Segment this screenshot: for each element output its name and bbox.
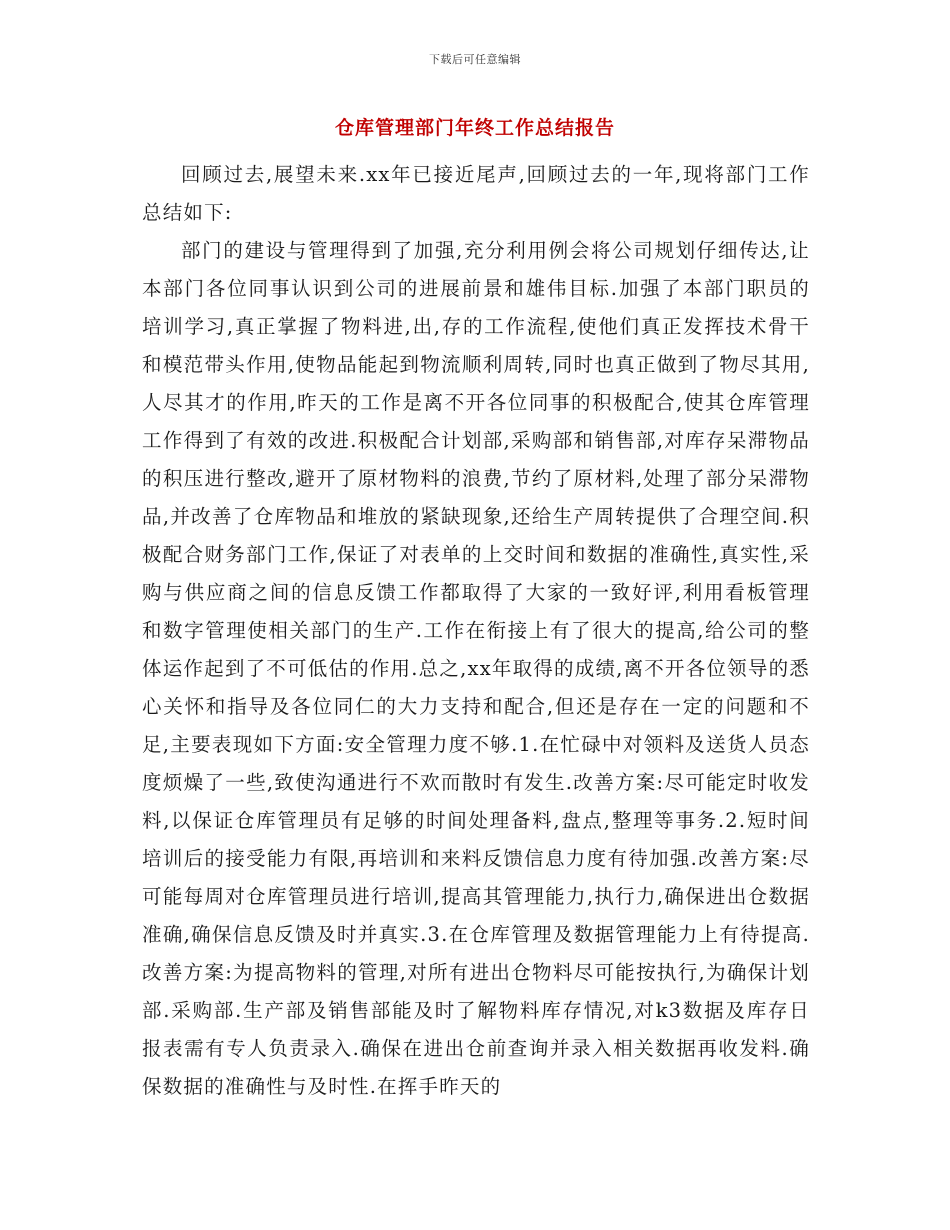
document-body [142,156,810,1106]
header-note: 下载后可任意编辑 [429,53,521,66]
paragraph-main: 部门的建设与管理得到了加强,充分利用例会将公司规划仔细传达,让本部门各位同事认识到公司的进展前景和雄伟目标.加强了本部门职员的培训学习,真正掌握了物料进,出,存的工作流程,使他们真正发挥技术骨干和模范带头作用,使物品能起到物流顺利周转,同时也真正做到了物尽其用,人尽其才的作用,昨天的工作是离不开各位同事的积极配合,使其仓库管理工作得到了有效的改进.积极配合计划部,采购部和销售部,对库存呆滞物品的积压进行整改,避开了原材物料的浪费,节约了原材料,处理了部分呆滞物品,并改善了仓库物品和堆放的紧缺现象,还给生产周转提供了合理空间.积极配合财务部门工作,保证了对表单的上交时间和数据的准确性,真实性,采购与供应商之间的信息反馈工作都取得了大家的一致好评,利用看板管理和数字管理使相关部门的生产.工作在衔接上有了很大的提高,给公司的整体运作起到了不可低估的作用.总之,xx年取得的成绩,离不开各位领导的悉心关怀和指导及各位同仁的大力支持和配合,但还是存在一定的问题和不足,主要表现如下方面:安全管理力度不够.1.在忙碌中对领料及送货人员态度烦燥了一些,致使沟通进行不欢而散时有发生.改善方案:尽可能定时收发料,以保证仓库管理员有足够的时间处理备料,盘点,整理等事务.2.短时间培训后的接受能力有限,再培训和来料反馈信息力度有待加强.改善方案:尽可能每周对仓库管理员进行培训,提高其管理能力,执行力,确保进出仓数据准确,确保信息反馈及时并真实.3.在仓库管理及数据管理能力上有待提高.改善方案:为提高物料的管理,对所有进出仓物料尽可能按执行,为确保计划部.采购部.生产部及销售部能及时了解物料库存情况,对k3数据及库存日报表需有专人负责录入.确保在进出仓前查询并录入相关数据再收发料.确保数据的准确性与及时性.在挥手昨天的 [142,239,810,1098]
document-title: 仓库管理部门年终工作总结报告 [334,117,615,139]
paragraph-intro: 回顾过去,展望未来.xx年已接近尾声,回顾过去的一年,现将部门工作总结如下: [142,163,810,224]
